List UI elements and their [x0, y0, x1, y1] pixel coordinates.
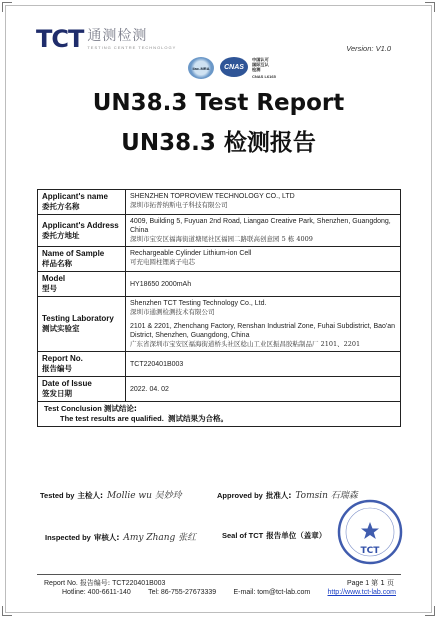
row-applicant-address — [38, 215, 401, 247]
approved-by-label-en: Approved by — [217, 491, 263, 500]
sample-name-value — [126, 247, 401, 272]
report-title-en: UN38.3 Test Report — [92, 90, 345, 116]
cnas-text — [252, 57, 276, 79]
seal-stamp-text: TCT — [360, 546, 380, 556]
tested-by — [40, 488, 182, 501]
lab-address-en: 2101 & 2201, Zhenchang Factory, Renshan Industrial Zone, Fuhai Subdistrict, Bao'an District, Shenzhen, Guangdong, China — [130, 323, 396, 339]
report-no-value: TCT220401B003 — [126, 352, 401, 377]
model-label — [38, 272, 126, 297]
value-en: SHENZHEN TOPROVIEW TECHNOLOGY CO., LTD — [130, 193, 295, 200]
label-cn: 签发日期 — [42, 389, 72, 398]
label-en: Applicant's name — [42, 192, 108, 201]
approved-by-signature: Tomsin 石瑞森 — [295, 491, 358, 501]
seal-label-cn: 报告单位（盖章） — [266, 531, 327, 540]
label-cn: 报告编号 — [42, 364, 72, 373]
lab-address-cn: 广东省深圳市宝安区福海街道桥头社区稔山工业区振昌胶粘制品厂 2101、2201 — [130, 340, 361, 348]
value-cn: 可充电圆柱锂离子电芯 — [130, 258, 195, 266]
logo-subtitle: TESTING CENTRE TECHNOLOGY — [87, 45, 177, 50]
cnas-badge-icon — [220, 55, 248, 81]
conclusion-label-cn: 测试结论: — [103, 404, 137, 413]
report-title-cn: UN38.3 检测报告 — [121, 130, 316, 156]
tested-by-label-cn: 主检人: — [77, 491, 103, 500]
inspected-by-signature: Amy Zhang 张红 — [123, 533, 197, 543]
label-cn: 型号 — [42, 284, 57, 293]
footer-page-cn: 第 1 页 — [371, 579, 394, 587]
report-info-table — [37, 189, 401, 427]
version-label: Version: V1.0 — [346, 44, 391, 53]
inspected-by — [45, 530, 196, 543]
row-applicant-name — [38, 190, 401, 215]
testing-lab-label — [38, 297, 126, 352]
row-sample-name — [38, 247, 401, 272]
date-of-issue-label — [38, 377, 126, 402]
report-no-label — [38, 352, 126, 377]
conclusion-en: The test results are qualified. — [60, 414, 164, 423]
logo-mark: TCT — [36, 25, 84, 53]
footer-report-no-value: TCT220401B003 — [112, 580, 166, 587]
footer-report-no-label-cn: 报告编号: — [79, 579, 111, 587]
date-of-issue-value: 2022. 04. 02 — [126, 377, 401, 402]
approved-by-label-cn: 批准人: — [265, 491, 292, 500]
footer-website-link[interactable]: http://www.tct-lab.com — [327, 589, 396, 596]
value-cn: 深圳市宝安区福海街道塘尾社区福园二路联高创意园 5 栋 4009 — [130, 235, 313, 243]
label-cn: 样品名称 — [42, 259, 72, 268]
logo-chinese-name: 通测检测 — [87, 28, 148, 44]
applicant-address-value — [126, 215, 401, 247]
row-model — [38, 272, 401, 297]
label-en: Applicant's Address — [42, 220, 119, 230]
footer-divider — [37, 574, 401, 575]
company-seal-icon — [336, 498, 404, 566]
footer-report-no-label: Report No. — [44, 580, 78, 587]
label-en: Date of Issue — [42, 379, 92, 388]
cnas-line-2: 国际互认 — [252, 62, 269, 67]
conclusion-label-en: Test Conclusion — [44, 404, 102, 413]
value-en: Rechargeable Cylinder Lithium-ion Cell — [130, 250, 252, 257]
footer-page: Page 1 — [346, 580, 370, 587]
label-cn: 委托方地址 — [42, 230, 80, 240]
lab-name-cn: 深圳市通测检测技术有限公司 — [130, 308, 215, 316]
value-cn: 深圳市拓普纳斯电子科技有限公司 — [130, 201, 228, 209]
cnas-code: CNAS L6165 — [252, 74, 276, 79]
seal-of-tct — [222, 530, 326, 541]
label-en: Name of Sample — [42, 249, 105, 258]
label-cn: 委托方名称 — [42, 202, 80, 211]
footer-tel: Tel: 86-755-27673339 — [148, 589, 217, 596]
accreditation-badges — [188, 55, 276, 81]
seal-label-en: Seal of TCT — [222, 531, 264, 540]
cnas-line-1: 中国认可 — [252, 57, 269, 62]
test-conclusion — [38, 402, 401, 427]
crop-mark — [425, 2, 435, 12]
cnas-line-3: 检测 — [252, 67, 261, 72]
tested-by-label-en: Tested by — [40, 491, 75, 500]
model-value: HY18650 2000mAh — [126, 272, 401, 297]
ilac-mra-badge-icon: ilac-MRA — [188, 57, 214, 79]
value-en: 4009, Building 5, Fuyuan 2nd Road, Liangao Creative Park, Shenzhen, Guangdong, China — [130, 218, 391, 234]
applicant-name-value — [126, 190, 401, 215]
label-en: Testing Laboratory — [42, 314, 114, 323]
footer-email[interactable]: E-mail: tom@tct-lab.com — [233, 589, 311, 596]
row-report-no — [38, 352, 401, 377]
sample-name-label — [38, 247, 126, 272]
testing-lab-value — [126, 297, 401, 352]
footer-hotline: Hotline: 400-6611-140 — [62, 589, 131, 596]
inspected-by-label-en: Inspected by — [45, 533, 91, 542]
crop-mark — [2, 606, 12, 616]
label-cn: 测试实验室 — [42, 324, 80, 333]
conclusion-cn: 测试结果为合格。 — [167, 414, 228, 423]
cnas-badge-label: CNAS — [220, 57, 248, 77]
tct-logo — [36, 25, 177, 53]
tested-by-signature: Mollie wu 吴妙玲 — [106, 491, 182, 501]
inspected-by-label-cn: 审核人: — [93, 533, 120, 542]
label-en: Model — [42, 274, 66, 283]
crop-mark — [2, 2, 12, 12]
row-date-of-issue — [38, 377, 401, 402]
crop-mark — [425, 606, 435, 616]
footer-contact — [62, 589, 396, 596]
lab-name-en: Shenzhen TCT Testing Technology Co., Ltd. — [130, 300, 267, 307]
row-test-conclusion — [38, 402, 401, 427]
row-testing-lab — [38, 297, 401, 352]
applicant-address-label — [38, 215, 126, 247]
footer-report-info — [44, 578, 394, 588]
label-en: Report No. — [42, 354, 83, 363]
applicant-name-label — [38, 190, 126, 215]
